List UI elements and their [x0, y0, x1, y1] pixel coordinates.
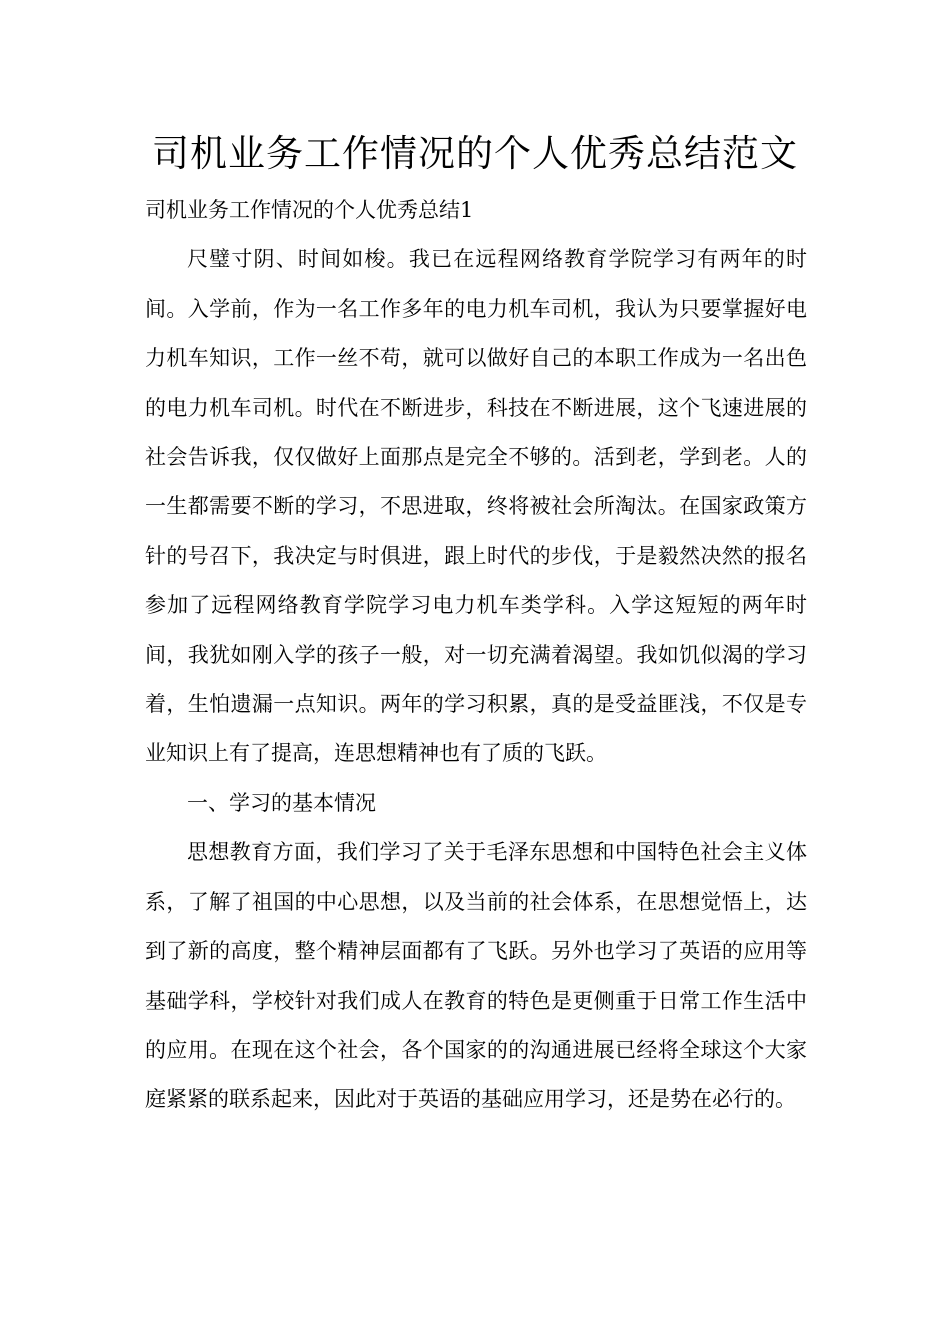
paragraph-ideology: 思想教育方面，我们学习了关于毛泽东思想和中国特色社会主义体系，了解了祖国的中心思想，以及当前的社会体系，在思想觉悟上，达到了新的高度，整个精神层面都有了飞跃。另外也学习了英语的应用等基础学科，学校针对我们成人在教育的特色是更侧重于日常工作生活中的应用。在现在这个社会，各个国家的的沟通进展已经将全球这个大家庭紧紧的联系起来，因此对于英语的基础应用学习，还是势在必行的。 [145, 840, 807, 1112]
paragraph-intro: 尺璧寸阴、时间如梭。我已在远程网络教育学院学习有两年的时间。入学前，作为一名工作多年的电力机车司机，我认为只要掌握好电力机车知识，工作一丝不苟，就可以做好自己的本职工作成为一名出色的电力机车司机。时代在不断进步，科技在不断进展，这个飞速进展的社会告诉我，仅仅做好上面那点是完全不够的。活到老，学到老。人的一生都需要不断的学习，不思进取，终将被社会所淘汰。在国家政策方针的号召下，我决定与时俱进，跟上时代的步伐，于是毅然决然的报名参加了远程网络教育学院学习电力机车类学科。入学这短短的两年时间，我犹如刚入学的孩子一般，对一切充满着渴望。我如饥似渴的学习着，生怕遗漏一点知识。两年的学习积累，真的是受益匪浅，不仅是专业知识上有了提高，连思想精神也有了质的飞跃。 [145, 247, 807, 766]
document-body [145, 186, 807, 1125]
section-heading: 一、学习的基本情况 [187, 790, 376, 815]
document-subtitle: 司机业务工作情况的个人优秀总结1 [145, 198, 474, 222]
document-title: 司机业务工作情况的个人优秀总结范文 [152, 132, 798, 175]
